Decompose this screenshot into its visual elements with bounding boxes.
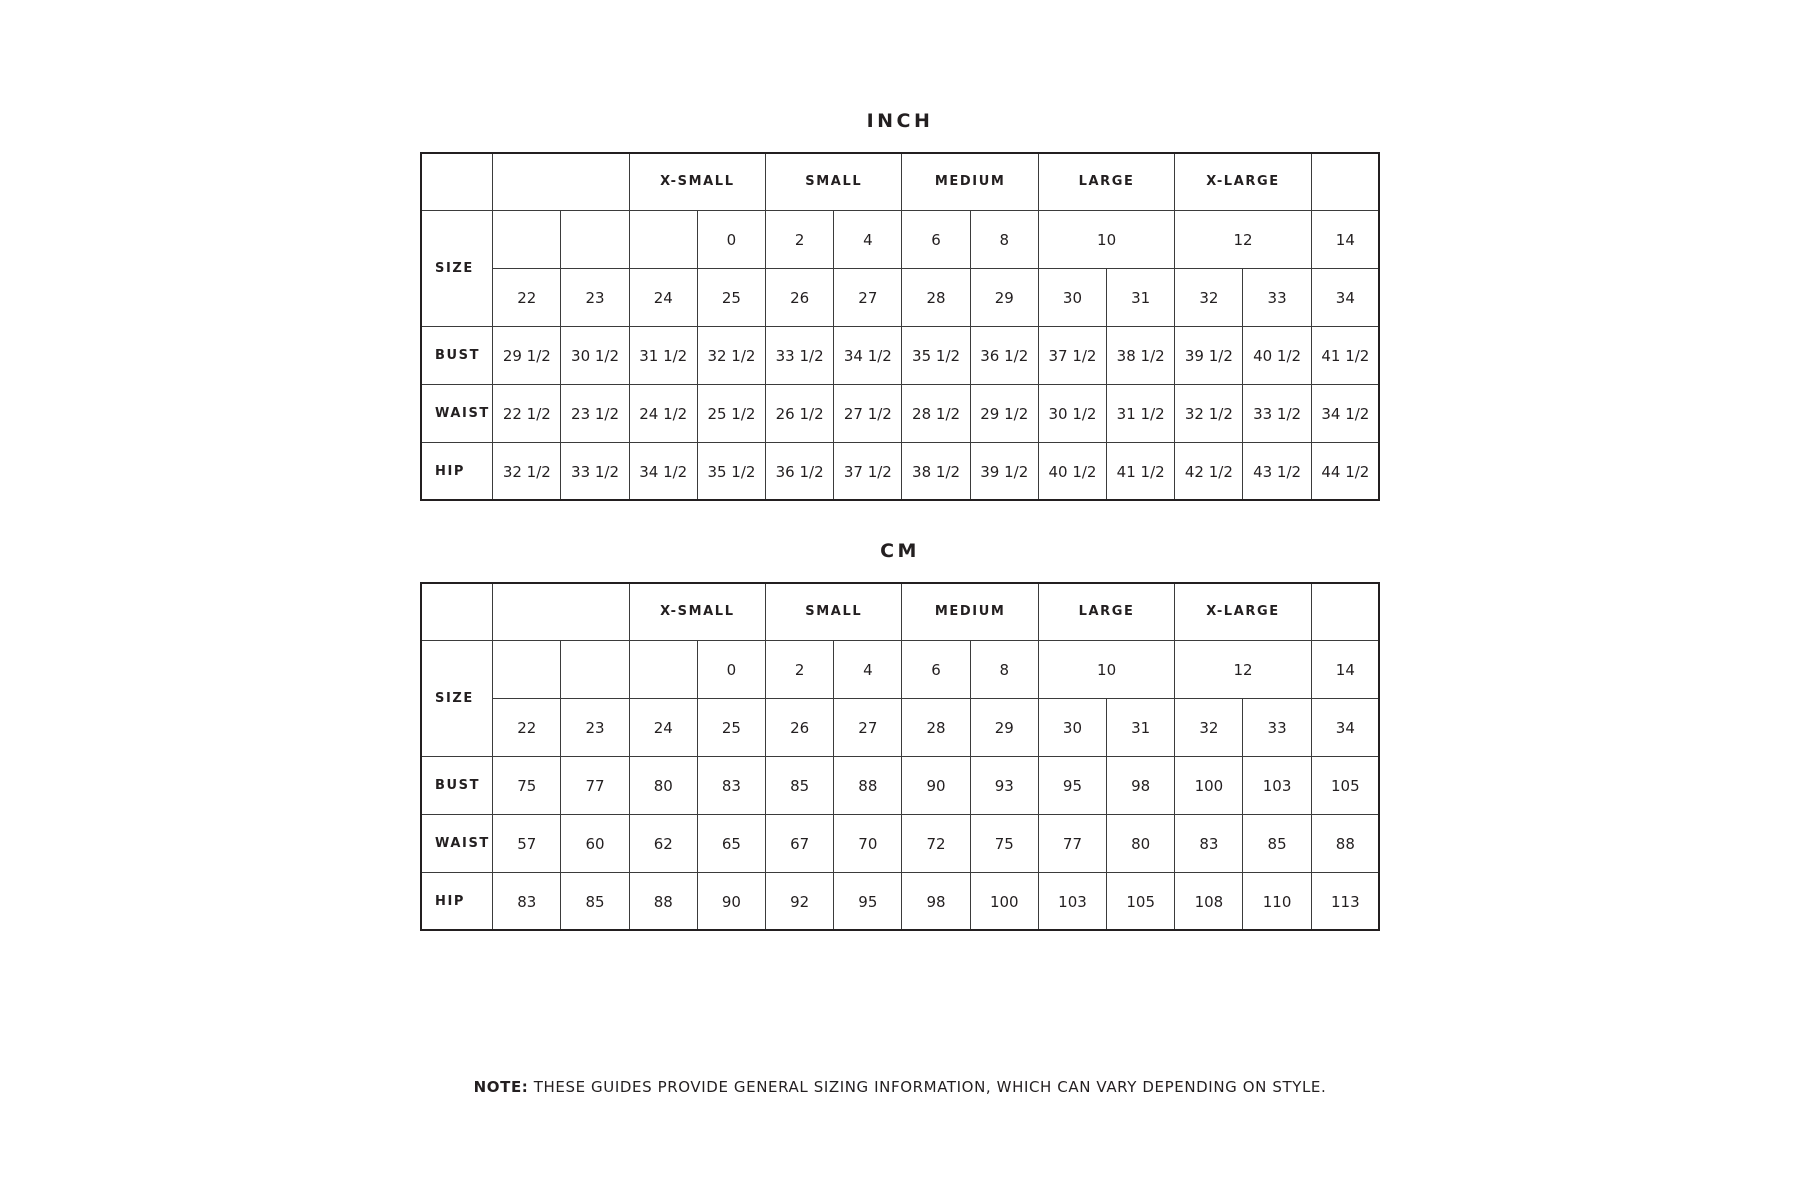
cell-bust: 33 1/2 <box>766 327 834 385</box>
us-size-12: 12 <box>1175 641 1311 699</box>
cell-hip: 43 1/2 <box>1243 443 1311 501</box>
cell-hip: 95 <box>834 873 902 931</box>
cell-bust: 83 <box>697 757 765 815</box>
cell-hip: 35 1/2 <box>697 443 765 501</box>
eu-size-row <box>421 699 1380 757</box>
cell-bust: 93 <box>970 757 1038 815</box>
us-size-14: 14 <box>1311 641 1379 699</box>
row-label-bust: BUST <box>421 327 493 385</box>
us-size-blank <box>561 641 629 699</box>
cell-waist: 25 1/2 <box>697 385 765 443</box>
eu-size-25: 25 <box>697 269 765 327</box>
us-size-2: 2 <box>766 211 834 269</box>
cell-waist: 67 <box>766 815 834 873</box>
cell-bust: 40 1/2 <box>1243 327 1311 385</box>
cell-waist: 33 1/2 <box>1243 385 1311 443</box>
cm-size-chart <box>0 540 1800 931</box>
inch-size-table <box>420 152 1380 501</box>
row-label-size: SIZE <box>421 641 493 757</box>
cell-bust: 32 1/2 <box>697 327 765 385</box>
row-label-waist: WAIST <box>421 815 493 873</box>
cell-hip: 39 1/2 <box>970 443 1038 501</box>
group-header-x-large: X-LARGE <box>1175 153 1311 211</box>
cell-hip: 103 <box>1038 873 1106 931</box>
us-size-8: 8 <box>970 641 1038 699</box>
eu-size-25: 25 <box>697 699 765 757</box>
eu-size-26: 26 <box>766 269 834 327</box>
cell-hip: 90 <box>697 873 765 931</box>
us-size-0: 0 <box>697 641 765 699</box>
cm-chart-title: CM <box>880 540 920 562</box>
cell-hip: 42 1/2 <box>1175 443 1243 501</box>
eu-size-29: 29 <box>970 699 1038 757</box>
cell-waist: 31 1/2 <box>1107 385 1175 443</box>
eu-size-24: 24 <box>629 269 697 327</box>
cell-hip: 108 <box>1175 873 1243 931</box>
eu-size-31: 31 <box>1107 269 1175 327</box>
row-label-hip: HIP <box>421 873 493 931</box>
note-text: THESE GUIDES PROVIDE GENERAL SIZING INFORMATION, WHICH CAN VARY DEPENDING ON STYLE. <box>528 1078 1327 1096</box>
cell-waist: 22 1/2 <box>493 385 561 443</box>
eu-size-28: 28 <box>902 269 970 327</box>
cell-bust: 37 1/2 <box>1038 327 1106 385</box>
cell-hip: 100 <box>970 873 1038 931</box>
cell-bust: 80 <box>629 757 697 815</box>
us-size-4: 4 <box>834 211 902 269</box>
cell-waist: 70 <box>834 815 902 873</box>
table-row <box>421 815 1380 873</box>
group-header-row <box>421 153 1380 211</box>
us-size-blank <box>493 211 561 269</box>
cell-hip: 85 <box>561 873 629 931</box>
eu-size-29: 29 <box>970 269 1038 327</box>
table-row <box>421 385 1380 443</box>
cell-bust: 36 1/2 <box>970 327 1038 385</box>
cell-hip: 37 1/2 <box>834 443 902 501</box>
eu-size-22: 22 <box>493 699 561 757</box>
group-header-x-large: X-LARGE <box>1175 583 1311 641</box>
group-header-blank <box>1311 153 1379 211</box>
eu-size-row <box>421 269 1380 327</box>
cell-bust: 31 1/2 <box>629 327 697 385</box>
cell-hip: 110 <box>1243 873 1311 931</box>
us-size-10: 10 <box>1038 211 1174 269</box>
group-header-medium: MEDIUM <box>902 153 1038 211</box>
table-row <box>421 443 1380 501</box>
cm-size-table <box>420 582 1380 931</box>
eu-size-32: 32 <box>1175 699 1243 757</box>
cell-hip: 32 1/2 <box>493 443 561 501</box>
us-size-blank <box>629 211 697 269</box>
cell-bust: 98 <box>1107 757 1175 815</box>
cell-bust: 30 1/2 <box>561 327 629 385</box>
cell-waist: 28 1/2 <box>902 385 970 443</box>
cell-hip: 92 <box>766 873 834 931</box>
cell-hip: 41 1/2 <box>1107 443 1175 501</box>
cell-bust: 34 1/2 <box>834 327 902 385</box>
table-row <box>421 757 1380 815</box>
us-size-blank <box>493 641 561 699</box>
cell-hip: 38 1/2 <box>902 443 970 501</box>
group-header-x-small: X-SMALL <box>629 153 765 211</box>
cell-hip: 105 <box>1107 873 1175 931</box>
eu-size-32: 32 <box>1175 269 1243 327</box>
eu-size-26: 26 <box>766 699 834 757</box>
eu-size-28: 28 <box>902 699 970 757</box>
inch-table-wrap <box>420 152 1380 501</box>
eu-size-34: 34 <box>1311 269 1379 327</box>
us-size-0: 0 <box>697 211 765 269</box>
us-size-blank <box>561 211 629 269</box>
row-label-size: SIZE <box>421 211 493 327</box>
cell-bust: 100 <box>1175 757 1243 815</box>
group-header-medium: MEDIUM <box>902 583 1038 641</box>
eu-size-31: 31 <box>1107 699 1175 757</box>
cell-waist: 24 1/2 <box>629 385 697 443</box>
group-header-small: SMALL <box>766 153 902 211</box>
cell-bust: 95 <box>1038 757 1106 815</box>
group-header-blank <box>493 153 629 211</box>
group-header-blank <box>1311 583 1379 641</box>
cell-waist: 75 <box>970 815 1038 873</box>
corner-cell <box>421 153 493 211</box>
us-size-8: 8 <box>970 211 1038 269</box>
us-size-2: 2 <box>766 641 834 699</box>
cell-waist: 77 <box>1038 815 1106 873</box>
us-size-14: 14 <box>1311 211 1379 269</box>
table-row <box>421 327 1380 385</box>
eu-size-27: 27 <box>834 699 902 757</box>
cell-bust: 38 1/2 <box>1107 327 1175 385</box>
cell-bust: 35 1/2 <box>902 327 970 385</box>
eu-size-23: 23 <box>561 699 629 757</box>
cell-hip: 83 <box>493 873 561 931</box>
cell-bust: 85 <box>766 757 834 815</box>
eu-size-24: 24 <box>629 699 697 757</box>
group-header-row <box>421 583 1380 641</box>
cell-hip: 36 1/2 <box>766 443 834 501</box>
us-size-4: 4 <box>834 641 902 699</box>
cell-waist: 62 <box>629 815 697 873</box>
eu-size-30: 30 <box>1038 699 1106 757</box>
cell-waist: 32 1/2 <box>1175 385 1243 443</box>
cell-waist: 27 1/2 <box>834 385 902 443</box>
cell-bust: 88 <box>834 757 902 815</box>
table-row <box>421 873 1380 931</box>
row-label-waist: WAIST <box>421 385 493 443</box>
cell-bust: 105 <box>1311 757 1379 815</box>
cell-hip: 98 <box>902 873 970 931</box>
note <box>0 1078 1800 1096</box>
eu-size-23: 23 <box>561 269 629 327</box>
cell-waist: 57 <box>493 815 561 873</box>
cell-bust: 39 1/2 <box>1175 327 1243 385</box>
cell-waist: 23 1/2 <box>561 385 629 443</box>
row-label-bust: BUST <box>421 757 493 815</box>
cell-hip: 34 1/2 <box>629 443 697 501</box>
eu-size-34: 34 <box>1311 699 1379 757</box>
inch-chart-title: INCH <box>866 110 934 132</box>
group-header-x-small: X-SMALL <box>629 583 765 641</box>
cell-waist: 80 <box>1107 815 1175 873</box>
us-size-blank <box>629 641 697 699</box>
group-header-large: LARGE <box>1038 583 1174 641</box>
cell-waist: 60 <box>561 815 629 873</box>
cell-hip: 88 <box>629 873 697 931</box>
row-label-hip: HIP <box>421 443 493 501</box>
cell-waist: 65 <box>697 815 765 873</box>
cell-bust: 77 <box>561 757 629 815</box>
eu-size-33: 33 <box>1243 699 1311 757</box>
note-prefix: NOTE: <box>473 1078 529 1096</box>
cell-hip: 33 1/2 <box>561 443 629 501</box>
cell-bust: 90 <box>902 757 970 815</box>
cell-waist: 72 <box>902 815 970 873</box>
us-size-10: 10 <box>1038 641 1174 699</box>
us-size-row <box>421 211 1380 269</box>
cell-waist: 83 <box>1175 815 1243 873</box>
cell-hip: 40 1/2 <box>1038 443 1106 501</box>
us-size-6: 6 <box>902 641 970 699</box>
us-size-6: 6 <box>902 211 970 269</box>
corner-cell <box>421 583 493 641</box>
us-size-row <box>421 641 1380 699</box>
cell-waist: 29 1/2 <box>970 385 1038 443</box>
cell-waist: 34 1/2 <box>1311 385 1379 443</box>
group-header-small: SMALL <box>766 583 902 641</box>
eu-size-33: 33 <box>1243 269 1311 327</box>
cm-table-wrap <box>420 582 1380 931</box>
eu-size-30: 30 <box>1038 269 1106 327</box>
cell-bust: 41 1/2 <box>1311 327 1379 385</box>
group-header-large: LARGE <box>1038 153 1174 211</box>
cell-waist: 85 <box>1243 815 1311 873</box>
cell-hip: 113 <box>1311 873 1379 931</box>
cell-waist: 30 1/2 <box>1038 385 1106 443</box>
eu-size-22: 22 <box>493 269 561 327</box>
cell-hip: 44 1/2 <box>1311 443 1379 501</box>
cell-bust: 103 <box>1243 757 1311 815</box>
eu-size-27: 27 <box>834 269 902 327</box>
cell-waist: 88 <box>1311 815 1379 873</box>
cell-waist: 26 1/2 <box>766 385 834 443</box>
group-header-blank <box>493 583 629 641</box>
cell-bust: 29 1/2 <box>493 327 561 385</box>
us-size-12: 12 <box>1175 211 1311 269</box>
inch-size-chart <box>0 110 1800 501</box>
cell-bust: 75 <box>493 757 561 815</box>
